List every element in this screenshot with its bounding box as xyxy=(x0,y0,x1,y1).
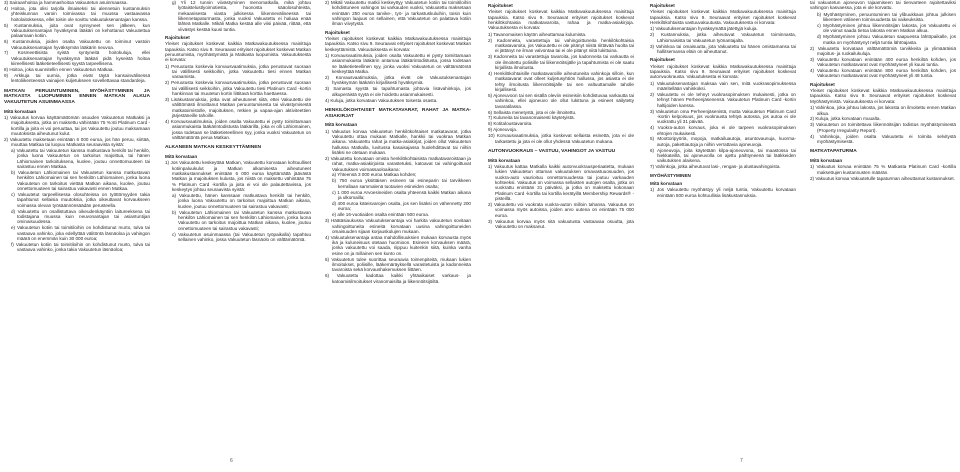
paragraph: Yleiset rajoitukset koskevat kaikkia Matkavakuutuksessa mainittuja tapauksia. Katso sivu 9. Seuraavat erityiset rajoitukset koskevat Henkilökohtaista vastuuvakuutusta. Vakuutuksesta ei korvata: xyxy=(650,9,796,26)
paragraph: Yleiset rajoitukset koskevat kaikkia Matkavakuutuksessa mainittuja tapauksia. Katso sivu 9. Seuraavat erityiset rajoitukset koskevat autonvuokrausta. Vakuutuksesta ei korvata: xyxy=(650,63,796,80)
sub-list-item: a) Vakuutettu, hänen kanssaan matkustava henkilö tai henkilö, jonka luona Vakuutettu on tarkoitus majoittua Matkan aikana, kuolee, joutuu onnettomuuteen tai sairastuu vakavasti; xyxy=(172,192,311,209)
list-item: 2) Vakuutettu korvataan omista henkilökohtaisista matkatavaroistaan ja rahat, matka-asiakirjoista varastetuksi, katoavat tai vahingoittuvat Vakuutuksen voimassaoloaikana: xyxy=(325,155,471,172)
list-item: 7) Vahinkoja, jotka aiheutuvat lasi-, rengas- ja alustavahingoista. xyxy=(650,164,781,170)
sub-list-item: c) Myöhästyminen johtuu liikennöitsijän lakosta, jos Vakuutettu ei ole voinut saada tietoa lakosta ennen Matkan alkua. xyxy=(817,22,956,34)
section-heading: HENKILÖKOHTAISET MATKATAVARAT, RAHAT JA MATKA-ASIAKIRJAT xyxy=(325,107,471,119)
list-item: 1) Vakuutuksenantajan hyväksymättä jätettyjä kuluja. xyxy=(650,26,758,32)
page-gutter xyxy=(472,0,488,472)
list-item: 2) Mikäli Vakuutettu matkii keskeyttyy Vakuutetun kotiin tai toimitiloihin kohdistuneen vahingon tai varkauden vuoksi, Vakuutettu maksetaan enintään 250 euroa tarvike-, työ- ja tarkastuskuluihin, toisin kuin vahingon laajuus on sellainen, että Vakuutetun on palattava kotiin ilman viivytystä. xyxy=(325,0,471,27)
list-item: 1) Vakuutus korvaa käyttämättömän osuuden Vakuutetun Matkaksi ja majoituksesta, jotka on maksettu vähintään 75 %:sti Platinum Card -kortilla ja joita ei voi peruuttaa, tai jos Vakuutettu joutuu maksamaan muutoksista aiheutunut kulut. xyxy=(4,114,150,136)
text-column xyxy=(810,0,956,448)
list-item: 1) Vakuutus kattaa Matkalla kaikki autonvuokrausperiaatetta, mukaan lukien Vakuutetun ottaman vakuutuksen omavastuuosuuden, jos vuokra-auto vaurioituu onnettomuudessa tai joutuu varkauden kohteeksi. Vakuutus on voimassa sellaisten autojen osalta, jotka on vuokrattu enintään 31 päiväksi, ja jotka on maksettu kokonaan Platinum Card -kortilla tai kortilla kerätyillä Membership Rewards® -pisteillä. xyxy=(488,163,634,201)
list-item: 2) Vakuutettu ei ole tehnyt vuokrasopimuksen mukaisesti, jotka on tehnyt hänen Perheenjäsenensä. Vakuutetun Platinum Card -kortin haltijoiden kanssa. xyxy=(650,91,796,108)
list-item: 4) Hoitoa, jota olisi tarjolla ilmaiseksi tai alennetuin kustannuksin yhteiskunnan varoin toimivassa tai muussa vastaavassa hoitolaitoksessa, ellei toisin ole sovittu Vakuutuksenantajan kanssa. xyxy=(4,5,150,22)
subheading: Rajoitukset xyxy=(650,3,675,8)
page-left xyxy=(0,0,472,472)
page-number: 7 xyxy=(740,458,743,464)
subheading: Mitä korvataan xyxy=(488,157,521,163)
subheading: Mitä korvataan xyxy=(650,181,683,187)
text-column xyxy=(325,0,471,448)
list-item: 1) Korvausvaatimuksia, joiden osalta Vakuutettu ei pysty toimittamaan asianmukaista lääkärin antamaa lääkärintodistusta, jossa todetaan se lääketieteellinen syy, jonka vuoksi Vakuutetun on välttämätöntä keskeyttää Matka. xyxy=(325,53,471,75)
list-item: 3) Vakuutettu korvataan enintään 400 euroa henkilöä kohden, jos Vakuutetun matkatavarat ovat myöhästyneet yli kuusi tuntia. xyxy=(810,56,956,68)
subheading: Mitä korvataan xyxy=(165,153,198,159)
sub-list-item: d) Vakuutettu on osallistuttava oikeudenkäyntiin laitureeksena tai todistajana muussa kuin neuvonantajan tai asiantuntijan ominaisuudessa. xyxy=(11,208,150,225)
sub-list-item: f) Vakuutetun kotiin tai toimitiloihin on kohdistunut murto, tulva tai vastaava vahinko, jonka takia Vakuutetun läsnäoloa; xyxy=(11,241,150,253)
list-item: 2) Vakuutettu korvataan välttämättömiä tarvikkeita ja ylimääräisiä majoitus- ja ruokailukuluja. xyxy=(810,45,956,56)
sub-list-item: b) 750 euroa yksittäisen esineen tai esineparin tai tarvikkeen kerrallaan sammalenä tuotavien esineiden osalta; xyxy=(332,178,471,189)
sub-list-item: a) Yhteensä 3 000 euroa Matkaa kohden; xyxy=(332,172,417,178)
list-item: 1) Vakuutuksenantajan maksaa vain sen, mitä vuokrasopimuksessa määritellään vahinkoksi. xyxy=(650,80,796,91)
paragraph: Yleiset rajoitukset koskevat kaikkia Matkavakuutuksessa mainittuja tapauksia. Katso sivu 9. Seuraavat erityiset rajoitukset koskevat Matkan peruuntumista, myöhästymistä ja Matkasta luopumista. Vakuutuksesta ei korvata: xyxy=(165,41,311,63)
list-item: 3) Samasta syystä tai tapahtumasta johtuvia lisävahinkoja, jos alkuperäistä syytä ei ole hoidettu asianmukaisesti. xyxy=(325,86,471,97)
subheading: MYÖHÄSTYMINEN xyxy=(650,172,691,178)
subheading: Rajoitukset xyxy=(488,3,513,8)
subheading: Mitä korvataan xyxy=(810,157,843,163)
list-item: 4) Kuluja, jotka korvataan Vakuutuksen toisesta osasta. xyxy=(325,97,438,103)
list-item: 6) Sellaista menetystä, jota ei ole ilmoitettu. xyxy=(488,109,577,115)
list-item: 1) Jos Vakuutettu myöhästyy yli neljä tuntia, Vakuutettu korvataan enintään 500 euroa kohtuullisia lisäkustannuksia. xyxy=(650,187,796,198)
list-item: 1) Vakuutus korvaa Vakuutetun henkilökohtaiset matkatavarat, jotka Vakuutettu ottaa mukaan Matkalle, hankkii tai vuokraa Matkan aikana. Vakuutettu rahat ja matka-asiakirjat, joiden ollut Vakuutetun hallussa Matkalla, luvitussa kasaisajassa huolehdittavat tai niihin lisäksi ne otetaan mukaan. xyxy=(325,128,471,155)
list-item: 2) Korvausvaatimuksia, jotka eivät ole Vakuutuksenantajan hyväksymän lääkärin kirjallisesti hyväksymiä. xyxy=(325,75,471,86)
sub-list-item: c) Vakuutetun asuinmaassa (tai Vakuutetun työpaikalla) tapahtuu sellainen vahinko, jossa Vakuutetun läsnäolo on välttämätöntä. xyxy=(172,231,311,242)
subheading: Rajoitukset xyxy=(325,29,350,35)
sub-list-item: c) Vakuutetut tarpeellisessa olosuhteissa on työttömyyden takia tapahtunut sellaisia muutoksia, jotka oikeuttavat korvaukseen voimassa olevan työsäännönsäädän perusteella. xyxy=(11,192,150,208)
list-item: 4) Henkilökohtaisille matkatavaroille aiheutuneita vahinkoja silloin, kun matkatavarat ovat olleet kuljetusyhtiön hallussa, jos asiasta ei ole tehty ilmoitusta liikennöitsijälle tai sen valtuuttamalle taholle kirjallisesti. xyxy=(488,70,634,92)
list-item: 3) Sairaanhoitoa ja hammashoitoa Vakuutetun asuinmaassa. xyxy=(4,0,128,5)
list-item: 3) Häätäsiaukussa Vakuutuksenantaja voi harkita vakuutetun sovitaan vahingoittuneita esineitä korvataan uusina vahingoittuneiden omaisuuden sijaan korjauskulujen mukaan. xyxy=(325,218,471,234)
paragraph: Yleiset rajoitukset koskevat kaikkia Matkavakuutuksessa mainittuja tapauksia. Katso sivu 9. Seuraavat erityiset rajoitukset koskevat henkilökohtaisia matkatavaroita, rahaa ja matka-asiakirjoja. Vakuutuksesta ei korvata: xyxy=(488,9,634,31)
list-item: 1) Peruutusta koskevia korvausvaatimuksia, jotka perustuvat suoraan tai välillisesti seikkoihin, jotka Vakuutettu tiesi ennen Matkan varaamista. xyxy=(165,63,311,80)
list-item: 7) Kosmeettisista syistä syntyneitä hoitokuluja, ellei Vakuutuksenantajan hyväksymä lääkäri pidä kyseistä hoitoa kiireellisesti lääketieteellisesti syystä tarpeellisena. xyxy=(4,50,150,67)
sub-list-item: d) 400 euroa käteisvarojen osalta, jos sen lisäksi on vähennetty 200 euroa; xyxy=(332,200,471,212)
list-item: 1) Vahinkoa, joka johtuu lakosta, jos lakosta on ilmoitettu ennen Matkan alkua. xyxy=(810,105,956,116)
subheading: Mitä korvataan xyxy=(4,108,37,114)
subheading: Rajoitukset xyxy=(165,35,190,41)
list-item: 4) Korvausvaatimuksia, joiden osalta Vakuutettu ei pysty toimittamaan asianmukaista lääkärintodistusta lääkärillä, joka ei olli Lähiomainen, jossa todetaan se lääketieteellinen syy, jonka vuoksi Vakuutetun on välttämätöntä perua Matkan. xyxy=(165,119,311,141)
section-heading: MATKATAPATURMA xyxy=(810,149,857,155)
list-item: 6) Vakuutettu kadottaa kaikki yhtäaikaiset varkaus- ja katoamisilmoitukset viranomaisilta ja liikennöitsijöiltä. xyxy=(325,273,471,284)
list-item: 7) Kuluneita tai tavanomaisesti käytetyistä. xyxy=(488,115,575,121)
list-item: 10) Korvausvaatimuksia, jotka koskevat sellaista esinettä, jota ei ole tarkastettu ja jota ei ole ollut yhdessä Vakuutetun mukana. xyxy=(488,133,634,144)
sub-list-item: e) Vakuutetun kotiin tai toimitiloihin on kohdistunut murto, tulva tai vastaava vahinko, joka edellyttää välitöntä läsnäoloa ja vahingon määrä on enemmän kuin 30 000 euroa; xyxy=(11,225,150,241)
list-item: 3) Lisäkustannuksia, jotka ovat aiheutuneet siitä, ettei Vakuutettu ole välittömästi ilmoittanut Matkan peruuntumisesta tai viivästymisestä matkatoimistolle, majoituksen, retkien ja vapaa-ajan aktiviteettien järjestäneille tahoille. xyxy=(165,97,311,119)
list-item: 4) Vuokra-auton korvaus, joka ei ole tarpeen vuokrasopimuksen ehtojen mukaisesti. xyxy=(650,125,796,136)
list-item: 9) Ajoneuvoja. xyxy=(488,127,518,133)
list-item: 2) Vakuutus korvaa Vakuutetulle tapaturman aiheuttamat kustannukset. xyxy=(810,175,955,181)
list-item: 2) Vakuutettu maksetaan enintään 6 000 euroa, jos hän peruu, siirtää, muuttaa Matkaa tai luopuu Matkasta seuraavista syistä: xyxy=(4,136,150,148)
list-item: 5) Kustannuksia, joita ovat synnyneet sen jälkeen, kun Vakuutuksenantajan hyväksymä lääkäri on kehottanut Vakuutettua palaamaan kotiin. xyxy=(4,22,150,39)
list-item: 8) Hoitoa, joka suunnitellin ennen Vakuutetun Matkaa. xyxy=(4,67,114,73)
sub-list-item: a) Vakuutettu tai Vakuutetun kanssa matkustava henkilö tai henkilö, jonka luona Vakuutetun on tarkoitus majoittua, tai hänen Lähiomainen tarkoituksena, kuolee, joutuu onnettomuuteen tai sairastuu ennen Matkaa. xyxy=(11,148,150,170)
list-item: 3) Vakuutetun on toimitettava liikennöitsijän todistus myöhästymisestä (Property Irregularity Report). xyxy=(810,122,956,133)
sub-list-item: b) Myöhästyminen, peruuntuminen tai ylibuukkaus johtuu julkisen liikenteen välineen toimivuudesta tai vaikeuksista. xyxy=(817,11,956,23)
subheading: Rajoitukset xyxy=(650,57,675,63)
list-item: 4) Vahinkoja, joiden osalta Vakuutettu ei toimita selvitystä myöhästymisestä. xyxy=(810,133,956,144)
list-item: 6) Kustannuksia, joiden osalta Vakuutettu on toiminut vastoin Vakuutuksenantajan hyväksymän lääkärin neuvoa. xyxy=(4,39,150,50)
list-item: 3) Vahinkoa tai omaisuutta, jota Vakuutettu tai hänen omistamansa tai hallitsemansa eläin on aiheuttanut. xyxy=(650,43,796,54)
paragraph: Yleiset rajoitukset koskevat kaikkia Matkavakuutuksessa mainittuja tapauksia. Katso sivu 9. Seuraavat erityiset rajoitukset koskevat Matkan keskeyttämistä. Vakuutuksesta ei korvata: xyxy=(325,36,471,52)
list-item: 4) Vakuutettu korvataan enintään 800 euroa henkilöä kohden, jos Vakuutetun matkatavarat ovat myöhästyneet yli 48 tuntia. xyxy=(810,68,956,79)
paragraph: tai vakuutetun ajoneuvon rajaamiseen tai tienvarteen rajoitettaviksi vahingon kasvaessa, jota ei ole korvattu. xyxy=(810,0,956,11)
list-item: 3) Kadonneita tai varastettuja tavaroita, jos kadonneita tai varkautta ei ole ilmoitettu poliisille tai liikennöitsijälle ja tapahtumista ei ole saatu kirjallista ilmoitusta. xyxy=(488,54,634,70)
list-item: 8) Kotitaloustavaroita. xyxy=(488,121,533,127)
list-item: 5) Ajoneuvoon tai sen sisällä oleviin esineisiin kohdistuvaa varkautta tai vahinkoa, ellei ajoneuvo ole ollut lukittuna ja esineet säilytetty tavaratilassa. xyxy=(488,92,634,109)
sub-list-item: d) Myöhästyminen johtuu Vakuutetun saapuessa lähtöpaikalle, jos matka on myöhästynyt neljä tuntia lähtöajasta. xyxy=(817,34,956,45)
list-item: 1) Tavanomaisen käytön aiheuttamaa kulumista. xyxy=(488,31,587,37)
subheading: Mitä korvataan xyxy=(325,122,358,128)
section-heading: MATKAN PERUUNTUMINEN, MYÖHÄSTYMINEN JA MATKASTA LUOPUMINEN ENNEN MATKAN ALKUA VAKUUTETUN ASUINMAASSA xyxy=(4,88,150,105)
list-item: 2) Peruutusta koskevia korvausvaatimuksia, jotka perustuvat suoraan tai välillisesti seikkoihin, jotka Vakuutettu tiesi Platinum Card -kortin hankinnan tai muutetun kortin liittitavä korttia haettaessa. xyxy=(165,80,311,97)
sub-list-item: b) Vakuutetun Lähiomainen tai Vakuutetun kanssa matkustavan henkilön Lähiomainen tai sen henkilön Lähiomainen, jonka luona Vakuutettu on tarkoitus majoittua Matkan aikana, kuolee, joutuu onnettomuuteen tai sairastuu vakavasti; xyxy=(172,209,311,231)
list-item: 5) Vakuutetun tulee suorittaa seuraavia toimenpiteitä, mukaan lukien ilmoitukset, poliisille, lääkemäräyksellä varastetuista ja kadonneista tavaroista sekä korvaushakemuksen liittäen. xyxy=(325,256,471,273)
list-item: 3) Vakuutetun oma Perheenjäsenistä, mutta Vakuutetun Platinum Card -kortin kelpoisuus, jos vuokrausta tehtyä autossa, jos autoa ei ole vuokrattu yli 31 päivää. xyxy=(650,108,796,125)
sub-list-item: c) 1 000 euroa Arvoesineiden osalta yhteensä kaikki Matkan aikana ja ulkomailla; xyxy=(332,189,471,200)
paragraph: Yleiset rajoitukset koskevat kaikkia Matkavakuutuksessa mainittuja tapauksia. Katso sivu 9. Seuraavat erityiset rajoitukset koskevat Myöhästymistä. Vakuutuksesta ei korvata: xyxy=(810,88,956,104)
page-number: 6 xyxy=(230,458,233,464)
text-column xyxy=(165,0,311,448)
list-item: 3) Vakuutus korvaa myös sitä vakuutusta vastaavaa osuutta, jota Vakuutettu on maksanut. xyxy=(488,218,634,229)
text-column xyxy=(488,0,634,448)
text-column xyxy=(4,0,150,448)
section-heading: ALKANEEN MATKAN KESKEYTTÄMINEN xyxy=(165,145,262,151)
list-item: 9) Arkkuja tai uurnia, jotka eivät täytä kansainvälisessä lentoliikenteessä vainajien kuljetukseen sovellettavaa standardeja. xyxy=(4,73,150,84)
subheading: Rajoitukset xyxy=(810,81,835,87)
list-item: 1) Jos Vakuutettu keskeyttää Matkan, Vakuutettu korvataan kohtuulliset kotiinpaluukulut ja Matkan alkamisesta aiheutuneet matkakustannukset enintään 6 000 euroa käyttämättä jäävästä Matkan ja majoituksen kulusta, jos niistä on maksettu vähintään 75 % Platinum Card -kortilla ja joita ei voi ole palautettavissa, jos keskeytys johtuu seuraavista syistä: xyxy=(165,160,311,193)
list-item: 2) Vakuutettu voi vuokrata vuokra-auton milloin tahansa. Vakuutus on voimassa myös autoissa, joiden arvo uutena on enintään 75 000 euroa. xyxy=(488,201,634,218)
list-item: 4) Vakuutuksenantaja antaa mahdollisuuksien mukaan korvausta myös ikä ja kuluneisuus otetaan huomioon. Esineen korvauksen määrä, jonka vakuutettu voi saada, riippuu kuitenkin siitä, kuinka vanha esine on ja millainen sen kunto on. xyxy=(325,234,471,256)
list-item: 6) Ajoneuvoja, joita käytetään kilpa-ajoneuvona, tai maastossa tai hiekkateillä, tai ajoneuvolla on ajettu päihtyneenä tai lääkkeiden vaikutuksen alaisena. xyxy=(650,147,796,164)
list-item: 5) Moottoripyöriä, mopoja, matkailuautoja, asuntovaunuja, kuorma-autoja, pakettiautoja ja niihin verrattavia ajoneuvoja. xyxy=(650,136,796,147)
list-item: 2) Kustannuksia, jotka aiheutuvat Vakuutetun toiminnasta, Lähiomaisista tai Vakuutetun työnantajalta. xyxy=(650,32,796,43)
sub-list-item: e) alle 16-vuotiaiden osalta enintään 500 euroa. xyxy=(332,212,430,218)
list-item: 2) Kadonneita, varastettuja tai vahingoittuneita henkilökohtaisia matkatavaroita, jos Vakuutettu ei ole pitänyt niistä riittävää huolta tai ei jättänyt ne ilman valvontaa tai ei ole pitänyt niitä lukittuina. xyxy=(488,37,634,54)
text-column xyxy=(650,0,796,448)
page-right xyxy=(488,0,960,472)
sub-list-item: g) Yli 12 tunnin viivästyminen menomatkalla, mikä johtuu lyötaistelustlyoimotiesta, huonosta sääolosuhteista, mekaanisesta viasta julkisessa liikennevälineessä tai liikennetapaturmasta, jonka vuoksi Vakuutettu ei haluaa enää lähteä Matkalle. Mikäli Matka kestää alle viisi päivää, riittää, että viivästys kestää kuusi tuntia. xyxy=(172,0,311,32)
list-item: 2) Kuluja, jotka korvataan muualta. xyxy=(810,116,881,122)
section-heading: AUTONVUOKRAUS – VASTUU, VAHINGOT JA VASTUU xyxy=(488,148,616,154)
list-item: 1) Vakuutus korvaa enintään 75 % Matkasta Platinum Card -kortilla maksettujen kustannusten määrän. xyxy=(810,164,956,175)
sub-list-item: b) Vakuutetun Lähiomainen tai Vakuutetun kanssa matkustavan henkilön Lähiomainen tai sen henkilön Lähiomainen, jonka luona Vakuutetun on tarkoitus viettää Matkan aikana, kuolee, joutuu onnettomuuteen tai sairastuu vakavasti ennen Matkaa. xyxy=(11,170,150,192)
